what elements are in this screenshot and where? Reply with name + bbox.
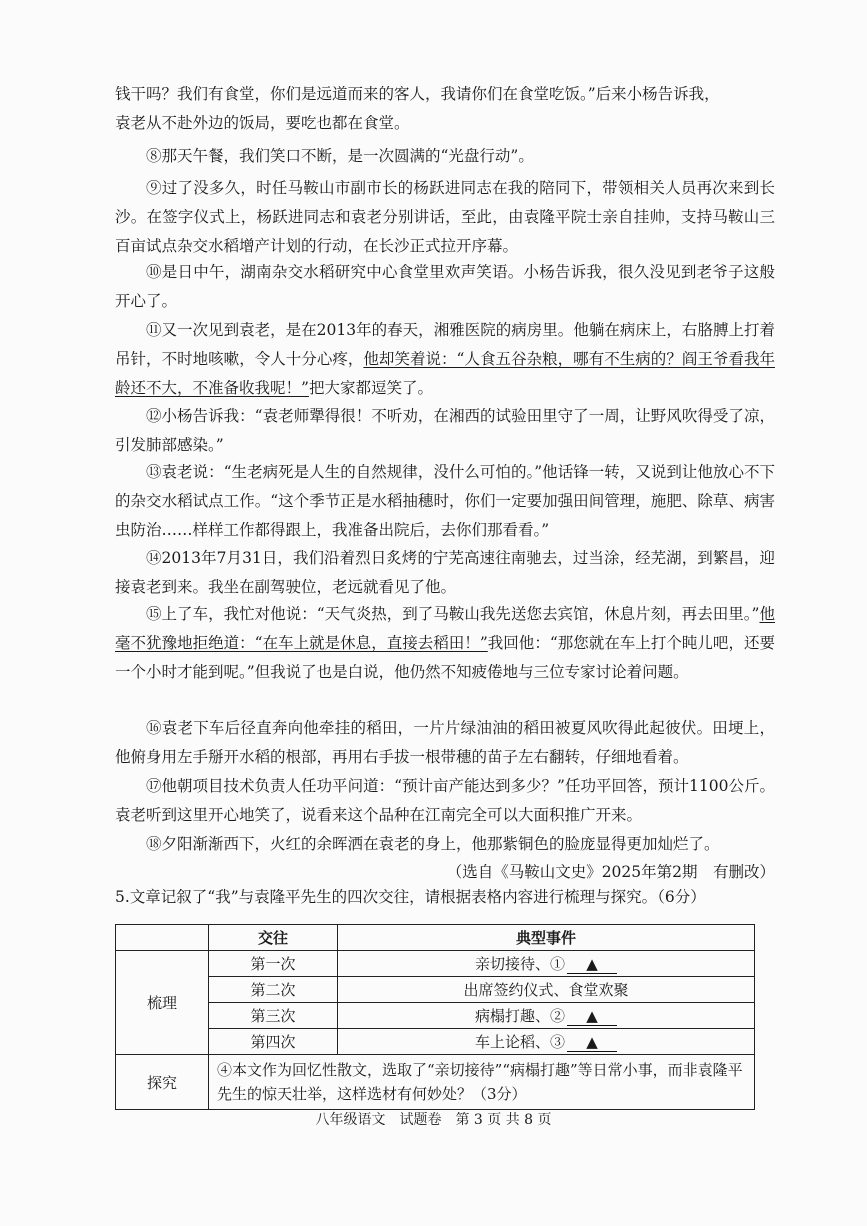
event-cell: [338, 1003, 755, 1029]
answer-table: [115, 924, 755, 1110]
event-cell: [338, 951, 755, 977]
header-round: 交往: [209, 925, 338, 951]
section-explore: 探究: [116, 1055, 209, 1110]
section-sort: 梳理: [116, 951, 209, 1055]
answer-blank-1[interactable]: ▲: [567, 955, 617, 974]
round-cell: 第一次: [209, 951, 338, 977]
underlined-quote: 他却笑着说：“人食五谷杂粮，哪有不生病的？阎王爷看我年龄还不大，不准备收我呢！”: [115, 350, 775, 397]
page-footer: 八年级语文 试题卷 第 3 页 共 8 页: [315, 1112, 552, 1128]
paragraph-9: ⑨过了没多久，时任马鞍山市副市长的杨跃进同志在我的陪同下，带领相关人员再次来到长沙。在签字仪式上，杨跃进同志和袁老分别讲话，至此，由袁隆平院士亲自挂帅，支持马鞍山三百亩试点杂交水稻增产计划的行动，在长沙正式拉开序幕。: [115, 179, 775, 255]
table-row: [116, 1003, 755, 1029]
paragraph-14: ⑭2013年7月31日，我们沿着烈日炙烤的宁芜高速往南驰去，过当涂，经芜湖，到繁昌，迎接袁老到来。我坐在副驾驶位，老远就看见了他。: [115, 549, 775, 596]
answer-blank-2[interactable]: ▲: [567, 1007, 617, 1026]
round-cell: 第二次: [209, 977, 338, 1003]
event-cell: [338, 1029, 755, 1055]
paragraph-7-continued: [115, 80, 775, 138]
source-note: （选自《马鞍山文史》2025年第2期 有删改）: [446, 863, 775, 881]
table-corner-cell: [116, 925, 209, 951]
table-row: [116, 1055, 755, 1110]
paragraph-17: ⑰他朝项目技术负责人任功平问道：“预计亩产能达到多少？”任功平回答，预计1100公斤。袁老听到这里开心地笑了，说看来这个品种在江南完全可以大面积推广开来。: [115, 777, 775, 824]
table-header-row: [116, 925, 755, 951]
answer-blank-3[interactable]: ▲: [567, 1033, 617, 1052]
paragraph-15: [115, 600, 775, 687]
event-text: 病榻打趣、②: [474, 1007, 565, 1025]
event-text: 车上论稻、③: [474, 1033, 565, 1051]
paragraph-13: ⑬袁老说：“生老病死是人生的自然规律，没什么可怕的。”他话锋一转，又说到让他放心不下的杂交水稻试点工作。“这个季节正是水稻抽穗时，你们一定要加强田间管理，施肥、除草、病害虫防治……样样工作都得跟上，我准备出院后，去你们那看看。”: [115, 463, 775, 539]
table-row: [116, 1029, 755, 1055]
table-row: [116, 977, 755, 1003]
paragraph-text: ⑮上了车，我忙对他说：“天气炎热，到了马鞍山我先送您去宾馆，休息片刻，再去田里。”: [146, 605, 760, 623]
explore-question: ④本文作为回忆性散文，选取了“亲切接待”“病榻打趣”等日常小事，而非袁隆平先生的惊天壮举，这样选材有何妙处？（3分）: [209, 1055, 755, 1110]
paragraph-text: 把大家都逗笑了。: [308, 379, 433, 397]
paragraph-text: ⑪又一次见到袁老，是在2013年的春天，湘雅医院的病房里。他躺在病床上，右胳膊上打着吊针，不时地咳嗽，令人十分心疼，: [115, 321, 775, 368]
paragraph-12: ⑫小杨告诉我：“袁老师犟得很！不听劝，在湘西的试验田里守了一周，让野风吹得受了凉，引发肺部感染。”: [115, 407, 775, 454]
paragraph-18: ⑱夕阳渐渐西下，火红的余晖洒在袁老的身上，他那紫铜色的脸庞显得更加灿烂了。: [146, 835, 720, 853]
paragraph-11: [115, 316, 775, 403]
question-5: 5.文章记叙了“我”与袁隆平先生的四次交往，请根据表格内容进行梳理与探究。（6分）: [115, 888, 706, 906]
paragraph-line: 袁老从不赴外边的饭局，要吃也都在食堂。: [115, 114, 410, 132]
round-cell: 第三次: [209, 1003, 338, 1029]
paragraph-8: ⑧那天午餐，我们笑口不断，是一次圆满的“光盘行动”。: [146, 147, 534, 165]
round-cell: 第四次: [209, 1029, 338, 1055]
header-event: 典型事件: [338, 925, 755, 951]
table-row: [116, 951, 755, 977]
underlined-quote: 他毫不犹豫地拒绝道：“在车上就是休息，直接去稻田！”: [115, 605, 775, 652]
event-text: 亲切接待、①: [474, 955, 565, 973]
paragraph-line: 钱干吗？我们有食堂，你们是远道而来的客人，我请你们在食堂吃饭。”后来小杨告诉我，: [115, 85, 720, 103]
paragraph-10: ⑩是日中午，湖南杂交水稻研究中心食堂里欢声笑语。小杨告诉我，很久没见到老爷子这般开心了。: [115, 263, 775, 310]
paragraph-16: ⑯袁老下车后径直奔向他牵挂的稻田，一片片绿油油的稻田被夏风吹得此起彼伏。田埂上，他俯身用左手掰开水稻的根部，再用右手拔一根带穗的苗子左右翻转，仔细地看着。: [115, 719, 775, 766]
paragraph-text: 我回他：“那您就在车上打个盹儿吧，还要一个小时才能到呢。”但我说了也是白说，他仍然不知疲倦地与三位专家讨论着问题。: [115, 634, 775, 681]
event-cell: 出席签约仪式、食堂欢聚: [338, 977, 755, 1003]
